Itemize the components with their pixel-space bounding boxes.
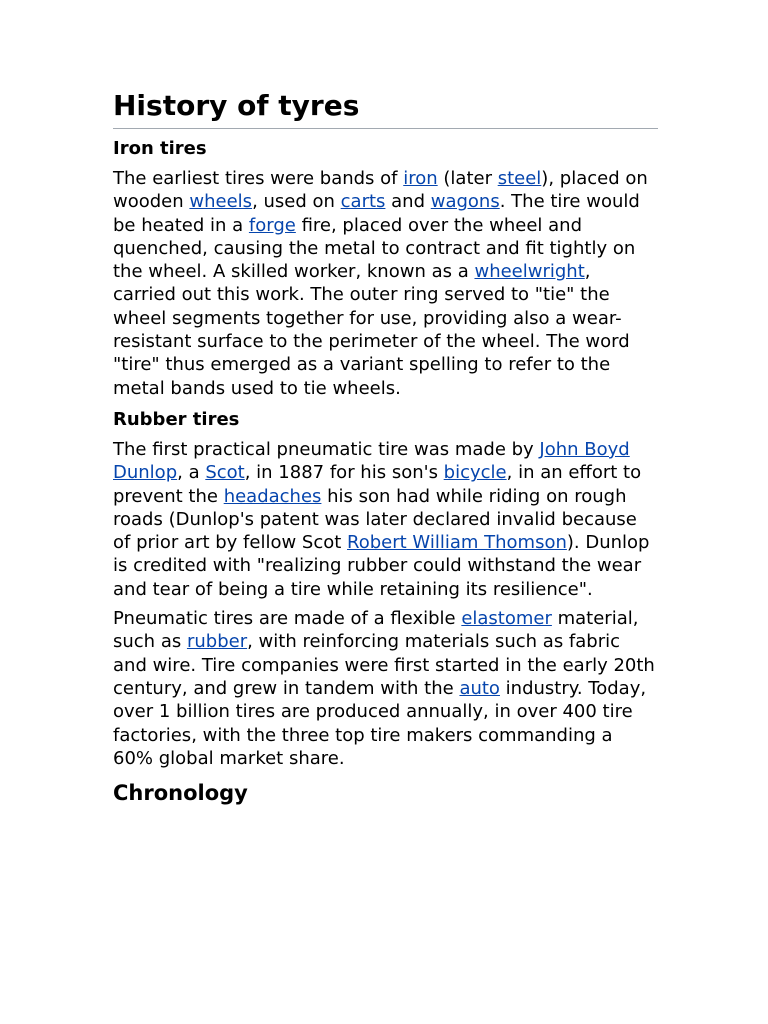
link-wheels[interactable]: wheels [189,191,253,213]
link-robert-william-thomson[interactable]: Robert William Thomson [347,532,567,554]
text-run: The earliest tires were bands of [113,168,404,189]
article [113,86,658,808]
link-john-boyd-dunlop[interactable]: John Boyd Dunlop [113,438,630,484]
text-run: ). Dunlop is credited with "realizing rubber could withstand the wear and tear of being a tire while retaining its resilience". [113,532,650,600]
text-run: , carried out this work. The outer ring served to "tie" the wheel segments together for use, providing also a wear-resistant surface to the perimeter of the wheel. The word "tire" thus emerged as a variant spelling to refer to the metal bands used to tie wheels. [113,261,630,399]
text-run: . The tire would be heated in a [113,191,640,236]
text-run: ), placed on wooden [113,168,648,213]
paragraph-rubber-tires-2 [113,607,658,770]
link-wheelwright[interactable]: wheelwright [474,261,585,283]
link-wagons[interactable]: wagons [430,191,500,213]
text-run: The first practical pneumatic tire was made by [113,438,540,460]
text-run: Pneumatic tires are made of a flexible [113,608,462,630]
text-run: (later [437,168,498,189]
link-steel[interactable]: steel [497,168,542,189]
link-headaches[interactable]: headaches [223,485,322,507]
link-iron[interactable]: iron [403,168,438,189]
text-run: material, such as [113,608,639,653]
link-auto[interactable]: auto [459,677,500,699]
link-scot[interactable]: Scot [205,462,245,484]
link-forge[interactable]: forge [248,214,296,236]
text-run: his son had while riding on rough roads (Dunlop's patent was later declared invalid because of prior art by fellow Scot [113,485,637,554]
text-run: , with reinforcing materials such as fabric and wire. Tire companies were first started in the early 20th century, and grew in tandem with the [113,631,655,699]
text-run: industry. Today, over 1 billion tires are produced annually, in over 400 tire factories, with the three top tire makers commanding a 60% global market share. [113,677,647,769]
page-title: History of tyres [113,86,658,129]
section-heading-chronology: Chronology [113,781,248,806]
text-run: , a [177,462,206,484]
text-run: , used on [252,191,341,213]
link-bicycle[interactable]: bicycle [443,462,507,484]
link-carts[interactable]: carts [340,191,386,213]
text-run: , in an effort to prevent the [113,462,642,507]
text-run: fire, placed over the wheel and quenched, causing the metal to contract and fit tightly on the wheel. A skilled worker, known as a [113,214,636,283]
paragraph-iron-tires [113,167,658,400]
section-heading-rubber-tires: Rubber tires [113,408,240,430]
section-heading-iron-tires: Iron tires [113,138,207,159]
link-rubber[interactable]: rubber [186,631,248,653]
link-elastomer[interactable]: elastomer [461,608,552,630]
text-run: , in 1887 for his son's [244,462,444,484]
text-run: and [385,191,431,213]
paragraph-rubber-tires-1 [113,438,658,601]
